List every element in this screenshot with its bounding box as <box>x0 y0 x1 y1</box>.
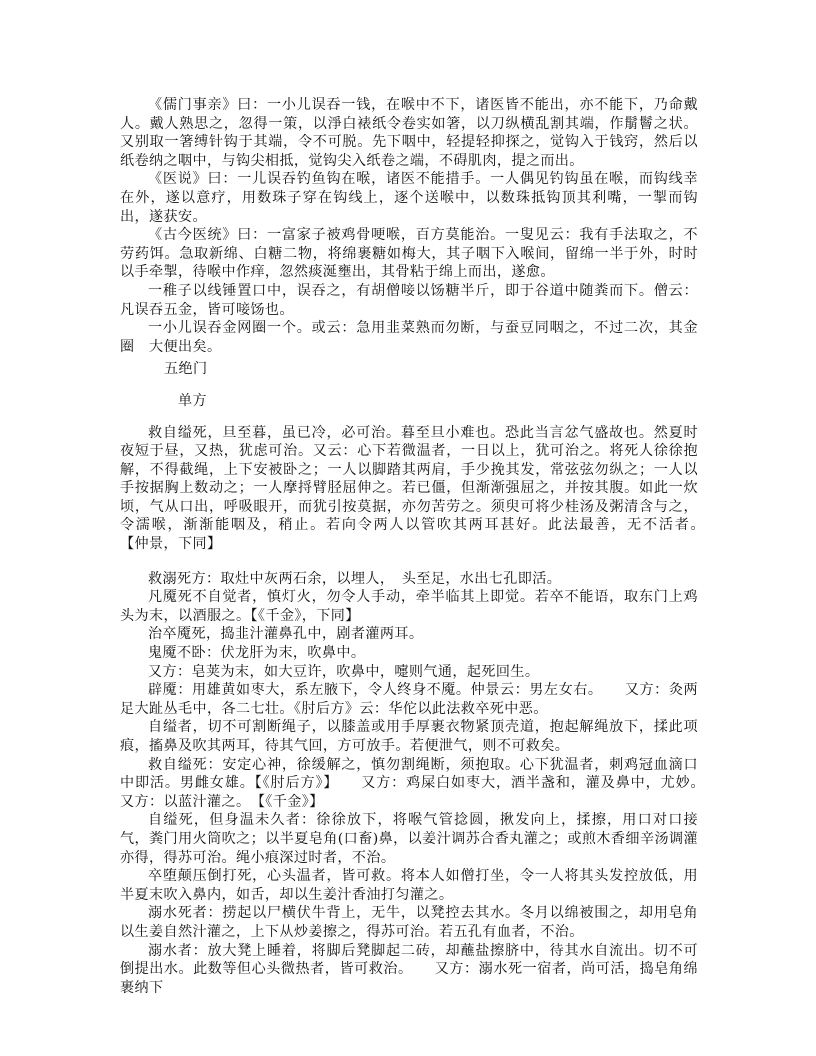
paragraph-nishuizhe: 溺水者：放大凳上睡着，将脚后凳脚起二砖，却蘸盐擦脐中，待其水自流出。切不可倒提出水。此数等但心头微热者，皆可救治。 又方：溺水死一宿者，尚可活，捣皂角绵裹纳下 <box>120 942 698 996</box>
document-page <box>120 96 727 997</box>
paragraph-ziyizhe: 自缢者，切不可割断绳子，以膝盖或用手厚裹衣物紧顶壳道，抱起解绳放下，揉此项痕，搐鼻及吹其两耳，待其气回，方可放手。若便泄气，则不可救矣。 <box>120 719 698 754</box>
subsection-heading: 单方 <box>178 392 207 409</box>
paragraph-jin-wangquan: 一小儿误吞金网圈一个。或云：急用韭菜熟而勿断，与蚕豆同咽之，不过二次，其金圈 大便出矣。 <box>120 320 698 355</box>
paragraph-zuyansi: 治卒魇死，捣韭汁灌鼻孔中，剧者灌两耳。 <box>148 626 424 643</box>
paragraph-zhizi-xianchui: 一稚子以线锤置口中，误吞之，有胡僧唼以饧糖半斤，即于谷道中随粪而下。僧云：凡误吞五金，皆可唼饧也。 <box>120 282 698 318</box>
paragraph-rumen-shiqin: 《儒门事亲》曰：一小儿误吞一钱，在喉中不下，诸医皆不能出，亦不能下，乃命戴人。戴人熟思之，忽得一策，以淨白裱纸令卷实如箸，以刀纵横乱割其端，作鬅鬙之状。又别取一箸缚针钩于其端，令不可脱。先下咽中，轻提轻抑探之，觉钩入于钱窍，然后以纸卷纳之咽中，与钩尖相抵，觉钩尖入纸卷之端，不碍肌肉，提之而出。 <box>120 97 698 169</box>
paragraph-yansi: 凡魇死不自觉者，慎灯火，勿令人手动，牵半临其上即觉。若卒不能语，取东门上鸡头为末，以酒服之。【《千金》，下同】 <box>120 589 698 624</box>
paragraph-nishui-si: 溺水死者：捞起以尸横伏牛背上，无牛，以凳控去其水。冬月以绵被围之，却用皂角以生姜自然汁灌之，上下从炒姜擦之，得苏可治。若五孔有血者，不治。 <box>120 905 698 940</box>
paragraph-niside: 救溺死方：取灶中灰两石余，以埋人， 头至足，水出七孔即活。 <box>148 570 562 587</box>
paragraph-zuiduo: 卒堕颠压倒打死，心头温者，皆可救。将本人如僧打坐，令一人将其头发控放低，用半夏末吹入鼻内，如舌，却以生姜汁香油打匀灌之。 <box>120 868 698 903</box>
paragraph-ziyi-shenwen: 自缢死，但身温未久者：徐徐放下，将喉气管捻圆，揪发向上，揉擦，用口对口接气，粪门用火筒吹之；以半夏皂角(口畜)鼻，以姜汁调苏合香丸灌之；或煎木香细辛汤调灌亦得，得苏可治。绳小痕深过时者，不治。 <box>120 812 698 866</box>
paragraph-yishuo: 《医说》曰：一儿误吞钓鱼钩在喉，诸医不能措手。一人偶见钓钩虽在喉，而钩线幸在外，遂以意疗，用数珠子穿在钩线上，逐个送喉中，以数珠抵钩顶其利嘴，一掣而钩出，遂获安。 <box>120 171 698 225</box>
paragraph-ziyi-main: 救自缢死，旦至暮，虽已冷，必可治。暮至旦小难也。恐此当言忿气盛故也。然夏时夜短于昼，又热，犹虑可治。又云：心下若微温者，一日以上，犹可治之。将死人徐徐抱解，不得截绳，上下安被卧之；一人以脚踏其两肩，手少挽其发，常弦弦勿纵之；一人以手按据胸上数动之；一人摩捋臂胫屈伸之。若已僵，但渐渐强屈之，并按其腹。如此一炊顷，气从口出，呼吸眼开，而犹引按莫据，亦勿苦劳之。须臾可将少桂汤及粥清含与之，令濡喉，渐渐能咽及，稍止。若向令两人以管吹其两耳甚好。此法最善，无不活者。 【仲景，下同】 <box>120 424 727 553</box>
section-heading: 五绝门 <box>164 361 208 378</box>
paragraph-jiu-ziyi: 救自缢死：安定心神，徐缓解之，慎勿割绳断，须抱取。心下犹温者，刺鸡冠血滴口中即活。男雌女雄。【《肘后方》】 又方：鸡屎白如枣大，酒半盏和，灌及鼻中，尤妙。 又方：以蓝汁灌之。 【《千金》】 <box>120 756 727 810</box>
paragraph-guiyan: 鬼魇不卧：伏龙肝为末，吹鼻中。 <box>148 645 366 662</box>
paragraph-zaojia: 又方：皂荚为末，如大豆许，吹鼻中，嚏则气通，起死回生。 <box>148 663 540 680</box>
paragraph-gujin-yitong: 《古今医统》曰：一富家子被鸡骨哽喉，百方莫能治。一叟见云：我有手法取之，不劳药饵。急取新绵、白糖二物，将绵裹糖如梅大，其子咽下入喉间，留绵一半于外，时时以手牵掣，待喉中作痒，忽然痰涎壅出，其骨粘于绵上而出，遂愈。 <box>120 227 698 281</box>
paragraph-biyan: 辟魇：用雄黄如枣大，系左腋下，令人终身不魇。仲景云：男左女右。 又方：灸两足大趾丛毛中，各二七壮。《肘后方》云：华佗以此法救卒死中恶。 <box>120 682 698 717</box>
